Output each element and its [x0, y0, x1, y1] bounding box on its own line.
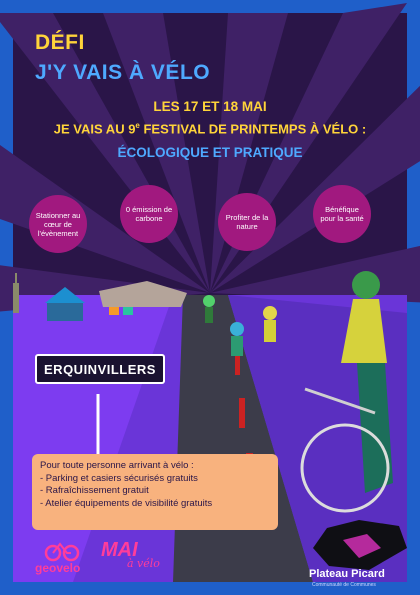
- title-line-2: J'Y VAIS À VÉLO: [35, 61, 211, 84]
- geovelo-logo-text: geovelo: [35, 561, 81, 575]
- plateau-picard-logo-text: Plateau Picard: [309, 568, 385, 580]
- mai-logo-text: MAI: [101, 539, 138, 561]
- tagline: ÉCOLOGIQUE ET PRATIQUE: [117, 145, 303, 160]
- benefit-bubble-carbon: [120, 185, 178, 243]
- town-sign: ERQUINVILLERS: [35, 354, 165, 384]
- benefit-label: Profiter de la nature: [225, 213, 269, 231]
- benefit-label: 0 émission de carbone: [125, 205, 173, 223]
- benefit-bubble-health: [313, 185, 371, 243]
- poster: [13, 13, 407, 588]
- info-box: [32, 454, 278, 530]
- festival-prefix: JE VAIS AU 9: [53, 121, 136, 137]
- plateau-picard-subtitle: Communauté de Communes: [312, 582, 376, 588]
- title-line-1: DÉFI: [35, 31, 85, 54]
- festival-line: [13, 121, 407, 136]
- festival-suffix: FESTIVAL DE PRINTEMPS À VÉLO :: [139, 121, 367, 137]
- info-item-workshop: - Atelier équipements de visibilité gratuits: [40, 497, 213, 509]
- benefit-label: Bénéfique pour la santé: [320, 205, 364, 223]
- festival-ordinal: e: [135, 121, 140, 130]
- info-item-refreshment: - Rafraîchissement gratuit: [40, 485, 149, 496]
- benefit-bubble-parking: [29, 195, 87, 253]
- event-dates: LES 17 ET 18 MAI: [153, 99, 267, 114]
- benefit-label: Stationner au cœur de l'évènement: [35, 210, 81, 238]
- info-item-parking: - Parking et casiers sécurisés gratuits: [40, 472, 198, 484]
- a-velo-logo-text: à vélo: [127, 557, 160, 570]
- geovelo-bike-icon: [45, 539, 79, 561]
- benefit-bubble-nature: [218, 193, 276, 251]
- info-intro: Pour toute personne arrivant à vélo :: [40, 460, 194, 471]
